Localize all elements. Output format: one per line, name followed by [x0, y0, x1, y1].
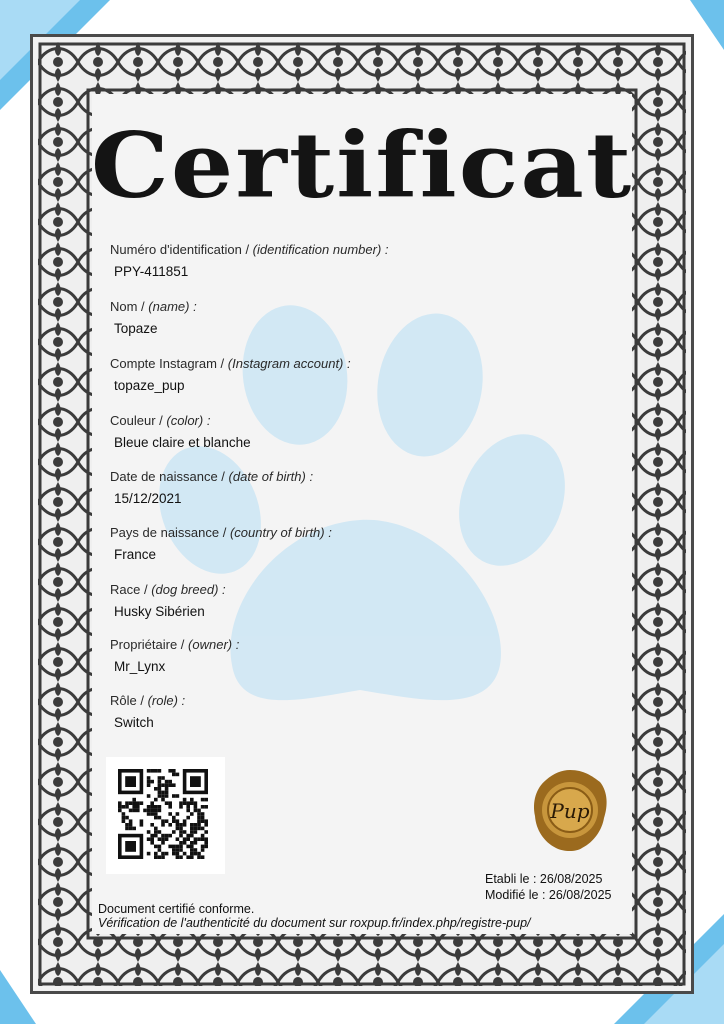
field-instagram-account: [110, 356, 351, 393]
field-value: topaze_pup: [114, 378, 185, 393]
field-owner: [110, 637, 239, 674]
field-label: Compte Instagram / (Instagram account) :: [110, 356, 351, 371]
top-right-corner-accent: [690, 0, 724, 60]
seal-text: Pup: [550, 799, 590, 823]
field-value: Bleue claire et blanche: [114, 435, 251, 450]
certificate-title: Certificat: [90, 112, 634, 219]
qr-code-icon[interactable]: [106, 757, 225, 874]
field-value: Topaze: [114, 321, 158, 336]
field-value: France: [114, 547, 157, 562]
field-label: Date de naissance / (date of birth) :: [110, 469, 314, 484]
footer: [98, 902, 531, 930]
field-label: Couleur / (color) :: [110, 413, 211, 428]
field-label: Rôle / (role) :: [110, 693, 186, 708]
field-value: Mr_Lynx: [114, 659, 166, 674]
field-label: Nom / (name) :: [110, 299, 197, 314]
field-label: Propriétaire / (owner) :: [110, 637, 240, 652]
field-value: 15/12/2021: [114, 491, 182, 506]
field-date-of-birth: [110, 469, 313, 506]
field-value: Switch: [114, 715, 154, 730]
field-dog-breed: [110, 582, 226, 619]
field-identification-number: [110, 242, 389, 279]
field-value: PPY-411851: [114, 264, 189, 279]
field-name: [110, 299, 197, 336]
field-role: [110, 693, 185, 730]
established-date: Etabli le : 26/08/2025: [485, 872, 603, 886]
field-country-of-birth: [110, 525, 332, 562]
field-label: Numéro d'identification / (identification number) :: [110, 242, 389, 257]
field-label: Pays de naissance / (country of birth) :: [110, 525, 332, 540]
field-label: Race / (dog breed) :: [110, 582, 226, 597]
field-value: Husky Sibérien: [114, 604, 205, 619]
footer-verification[interactable]: Vérification de l'authenticité du document sur roxpup.fr/index.php/registre-pup/: [98, 916, 531, 930]
field-color: [110, 413, 251, 450]
wax-seal-icon: [532, 768, 608, 860]
modified-date: Modifié le : 26/08/2025: [485, 888, 612, 902]
dates-block: [485, 871, 611, 903]
footer-certified: Document certifié conforme.: [98, 902, 255, 916]
